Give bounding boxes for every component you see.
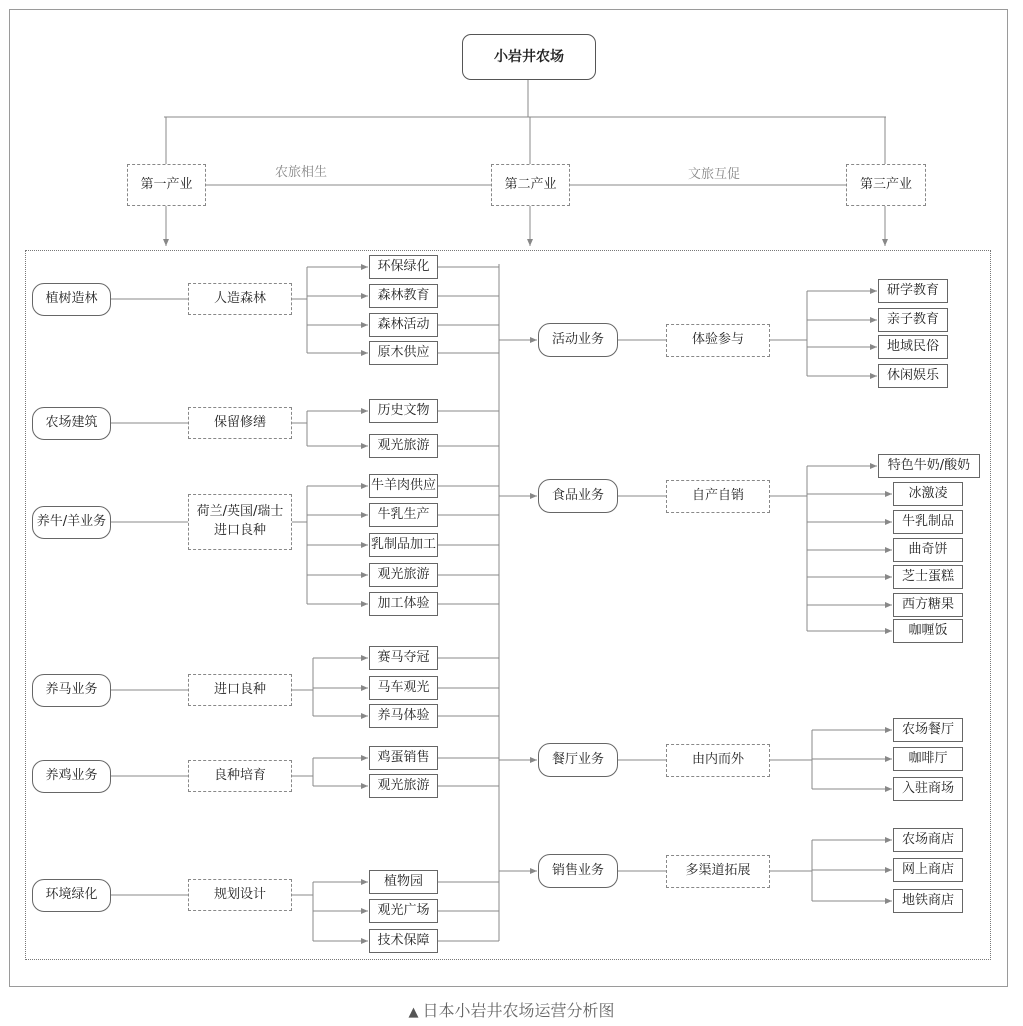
right-item-2-6 <box>893 593 963 617</box>
caption-text: 日本小岩井农场运营分析图 <box>422 1001 615 1020</box>
left-item-3-1 <box>369 474 438 498</box>
left-business-3 <box>32 506 111 539</box>
left-item-3-3 <box>369 533 438 557</box>
right-item-1-4-label: 休闲娱乐 <box>886 367 939 383</box>
left-business-1 <box>32 283 111 316</box>
left-item-4-1 <box>369 646 438 670</box>
right-item-4-1 <box>893 828 963 852</box>
right-item-2-7-label: 咖喱饭 <box>908 622 948 638</box>
left-item-2-2 <box>369 434 438 458</box>
industry-node-2 <box>491 164 570 206</box>
left-item-4-2-label: 马车观光 <box>377 679 430 695</box>
industry-node-3-label: 第三产业 <box>859 176 912 192</box>
right-business-3-label: 餐厅业务 <box>551 751 604 767</box>
right-business-1 <box>538 323 618 357</box>
left-item-5-2-label: 观光旅游 <box>377 777 430 793</box>
link-label-culture-tourism: 文旅互促 <box>688 167 741 182</box>
industry-node-1-label: 第一产业 <box>140 176 193 192</box>
left-business-5 <box>32 760 111 793</box>
right-business-3 <box>538 743 618 777</box>
left-item-3-2-label: 牛乳生产 <box>377 506 430 522</box>
root-node-label: 小岩井农场 <box>494 48 564 65</box>
left-item-1-2 <box>369 284 438 308</box>
right-method-4 <box>666 855 770 888</box>
right-item-3-2 <box>893 747 963 771</box>
right-business-1-label: 活动业务 <box>551 331 604 347</box>
left-business-2 <box>32 407 111 440</box>
left-item-3-4 <box>369 563 438 587</box>
left-item-4-3-label: 养马体验 <box>377 707 430 723</box>
right-item-3-1 <box>893 718 963 742</box>
right-item-2-3-label: 牛乳制品 <box>901 513 954 529</box>
left-business-4 <box>32 674 111 707</box>
right-item-2-6-label: 西方糖果 <box>901 596 954 612</box>
right-item-1-1-label: 研学教育 <box>886 282 939 298</box>
left-method-4 <box>188 674 292 706</box>
right-item-2-1 <box>878 454 980 478</box>
right-item-2-7 <box>893 619 963 643</box>
left-item-3-5 <box>369 592 438 616</box>
right-business-4 <box>538 854 618 888</box>
left-method-3 <box>188 494 292 550</box>
left-item-5-1-label: 鸡蛋销售 <box>377 749 430 765</box>
left-method-4-label: 进口良种 <box>213 681 266 697</box>
right-method-1-label: 体验参与 <box>691 332 744 348</box>
left-item-2-1 <box>369 399 438 423</box>
right-business-2-label: 食品业务 <box>551 487 604 503</box>
right-item-3-2-label: 咖啡厅 <box>908 750 948 766</box>
right-item-3-3-label: 入驻商场 <box>901 780 954 796</box>
left-method-1-label: 人造森林 <box>213 290 266 306</box>
right-item-4-3-label: 地铁商店 <box>901 892 954 908</box>
left-business-5-label: 养鸡业务 <box>45 768 98 784</box>
left-item-1-2-label: 森林教育 <box>377 287 430 303</box>
right-item-2-4 <box>893 538 963 562</box>
left-item-1-3 <box>369 313 438 337</box>
right-item-2-5-label: 芝士蛋糕 <box>901 568 954 584</box>
left-method-2 <box>188 407 292 439</box>
left-method-2-label: 保留修缮 <box>213 414 266 430</box>
left-item-1-4 <box>369 341 438 365</box>
left-item-6-2 <box>369 899 438 923</box>
left-item-4-2 <box>369 676 438 700</box>
left-business-2-label: 农场建筑 <box>45 415 98 431</box>
left-method-5-label: 良种培育 <box>213 767 266 783</box>
left-item-3-2 <box>369 503 438 527</box>
left-item-5-2 <box>369 774 438 798</box>
right-item-2-3 <box>893 510 963 534</box>
industry-node-2-label: 第二产业 <box>504 176 557 192</box>
right-item-2-2 <box>893 482 963 506</box>
right-business-4-label: 销售业务 <box>551 862 604 878</box>
left-item-4-1-label: 赛马夺冠 <box>377 649 430 665</box>
right-item-1-1 <box>878 279 948 303</box>
left-item-3-3-label: 乳制品加工 <box>370 536 436 552</box>
left-method-5 <box>188 760 292 792</box>
right-method-3-label: 由内而外 <box>691 752 744 768</box>
left-item-1-1 <box>369 255 438 279</box>
left-item-3-5-label: 加工体验 <box>377 595 430 611</box>
right-item-3-1-label: 农场餐厅 <box>901 721 954 737</box>
left-item-4-3 <box>369 704 438 728</box>
left-item-6-3 <box>369 929 438 953</box>
left-item-2-1-label: 历史文物 <box>377 402 430 418</box>
left-item-2-2-label: 观光旅游 <box>377 437 430 453</box>
right-item-3-3 <box>893 777 963 801</box>
root-node <box>462 34 596 80</box>
right-method-4-label: 多渠道拓展 <box>685 863 751 879</box>
right-item-1-3 <box>878 335 948 359</box>
left-business-6-label: 环境绿化 <box>45 887 98 903</box>
left-method-6-label: 规划设计 <box>213 886 266 902</box>
left-item-1-3-label: 森林活动 <box>377 316 430 332</box>
right-method-3 <box>666 744 770 777</box>
left-item-6-1-label: 植物园 <box>383 873 423 889</box>
left-item-3-4-label: 观光旅游 <box>377 566 430 582</box>
left-item-1-4-label: 原木供应 <box>377 344 430 360</box>
left-item-6-1 <box>369 870 438 894</box>
right-method-1 <box>666 324 770 357</box>
right-item-4-3 <box>893 889 963 913</box>
right-method-2-label: 自产自销 <box>691 488 744 504</box>
left-item-1-1-label: 环保绿化 <box>377 258 430 274</box>
left-business-4-label: 养马业务 <box>45 682 98 698</box>
right-item-1-3-label: 地域民俗 <box>886 338 939 354</box>
right-item-1-2-label: 亲子教育 <box>886 311 939 327</box>
link-label-agri-tourism: 农旅相生 <box>275 165 328 180</box>
right-item-2-5 <box>893 565 963 589</box>
left-business-1-label: 植树造林 <box>45 291 98 307</box>
right-item-1-4 <box>878 364 948 388</box>
left-method-1 <box>188 283 292 315</box>
right-business-2 <box>538 479 618 513</box>
right-item-2-4-label: 曲奇饼 <box>908 541 948 557</box>
left-item-3-1-label: 牛羊肉供应 <box>370 477 436 493</box>
triangle-up-icon: ▲ <box>408 1005 419 1020</box>
left-method-6 <box>188 879 292 911</box>
right-item-1-2 <box>878 308 948 332</box>
right-item-2-1-label: 特色牛奶/酸奶 <box>887 457 971 473</box>
left-item-6-2-label: 观光广场 <box>377 902 430 918</box>
industry-node-3 <box>846 164 926 206</box>
left-item-6-3-label: 技术保障 <box>377 932 430 948</box>
left-business-6 <box>32 879 111 912</box>
left-item-5-1 <box>369 746 438 770</box>
right-item-4-1-label: 农场商店 <box>901 831 954 847</box>
right-item-4-2-label: 网上商店 <box>901 861 954 877</box>
industry-node-1 <box>127 164 206 206</box>
right-item-2-2-label: 冰激凌 <box>908 485 948 501</box>
caption <box>0 998 1023 1021</box>
left-method-3-label: 荷兰/英国/瑞士 进口良种 <box>196 504 284 538</box>
right-method-2 <box>666 480 770 513</box>
left-business-3-label: 养牛/羊业务 <box>36 514 107 530</box>
right-item-4-2 <box>893 858 963 882</box>
